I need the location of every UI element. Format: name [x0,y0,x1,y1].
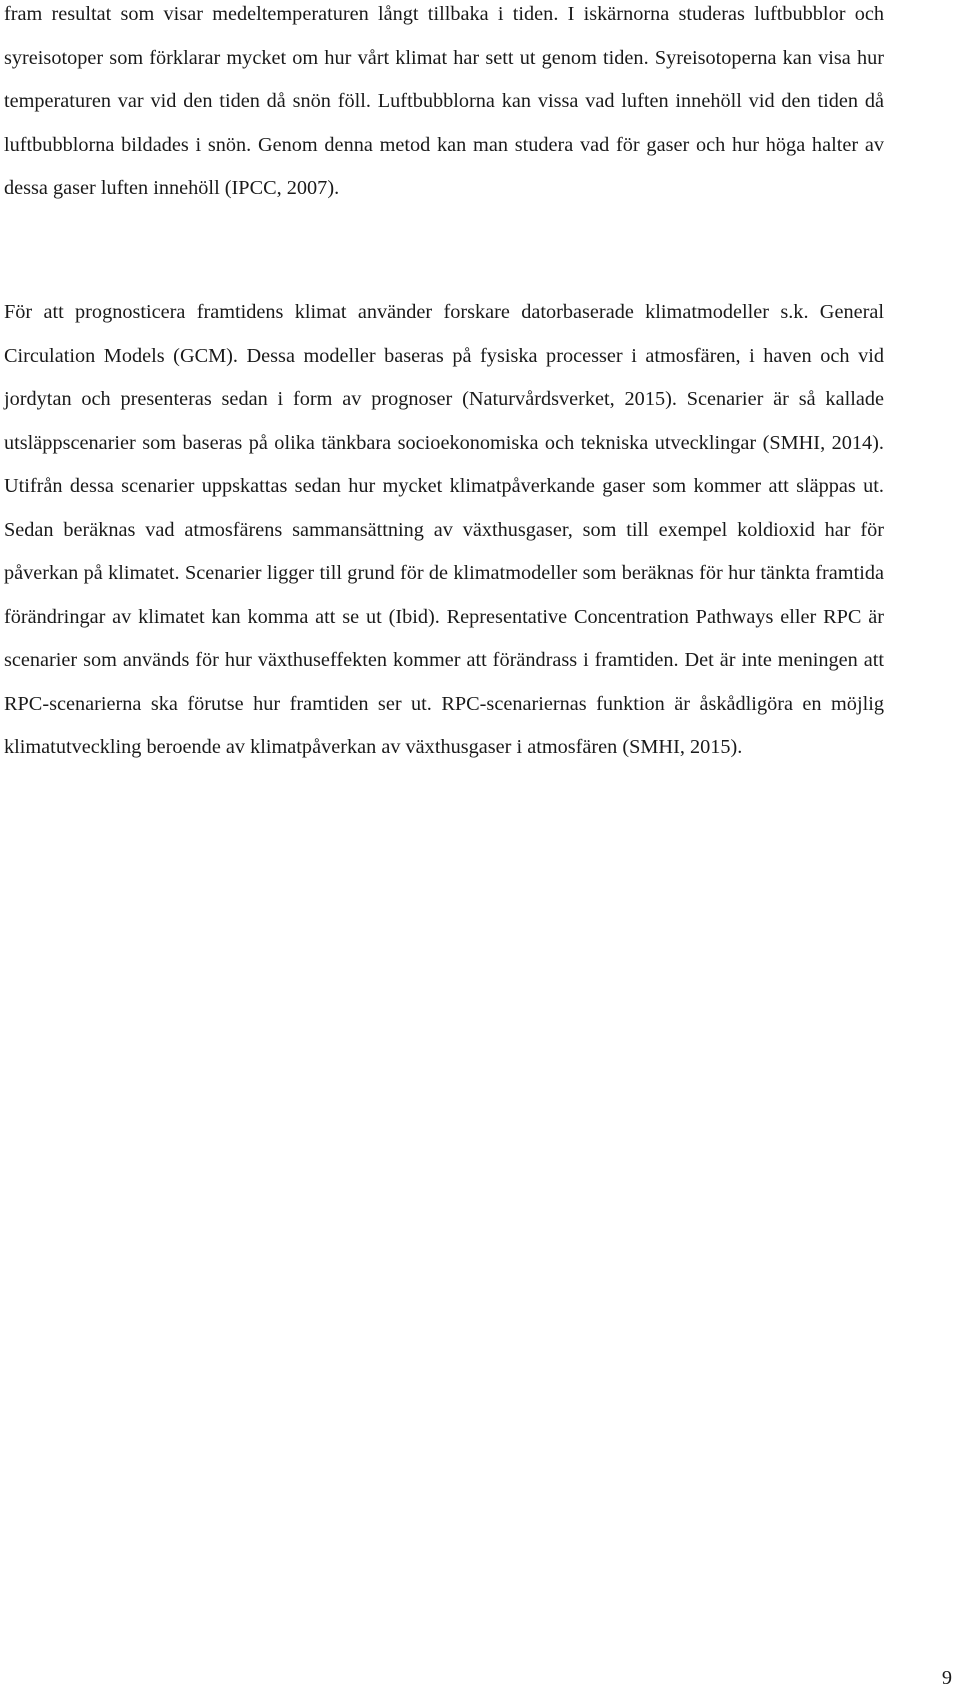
paragraph-climate-models: För att prognosticera framtidens klimat använder forskare datorbaserade klimatmodeller s.k. General Circulation Models (GCM). Dessa modeller baseras på fysiska processer i atmosfären, i haven och vid jordytan och presenteras sedan i form av prognoser (Naturvårdsverket, 2015). Scenarier är så kallade utsläppscenarier som baseras på olika tänkbara socioekonomiska och tekniska utvecklingar (SMHI, 2014). Utifrån dessa scenarier uppskattas sedan hur mycket klimatpåverkande gaser som kommer att släppas ut. Sedan beräknas vad atmosfärens sammansättning av växthusgaser, som till exempel koldioxid har för påverkan på klimatet. Scenarier ligger till grund för de klimatmodeller som beräknas för hur tänkta framtida förändringar av klimatet kan komma att se ut (Ibid). Representative Concentration Pathways eller RPC är scenarier som används för hur växthuseffekten kommer att förändrass i framtiden. Det är inte meningen att RPC-scenarierna ska förutse hur framtiden ser ut. RPC-scenariernas funktion är åskådligöra en möjlig klimatutveckling beroende av klimatpåverkan av växthusgaser i atmosfären (SMHI, 2015). [4,301,884,758]
paragraph-ice-cores: fram resultat som visar medeltemperaturen långt tillbaka i tiden. I iskärnorna studeras luftbubblor och syreisotoper som förklarar mycket om hur vårt klimat har sett ut genom tiden. Syreisotoperna kan visa hur temperaturen var vid den tiden då snön föll. Luftbubblorna kan vissa vad luften innehöll vid den tiden då luftbubblorna bildades i snön. Genom denna metod kan man studera vad för gaser och hur höga halter av dessa gaser luften innehöll (IPCC, 2007). [4,3,884,199]
page-number: 9 [941,1667,952,1689]
